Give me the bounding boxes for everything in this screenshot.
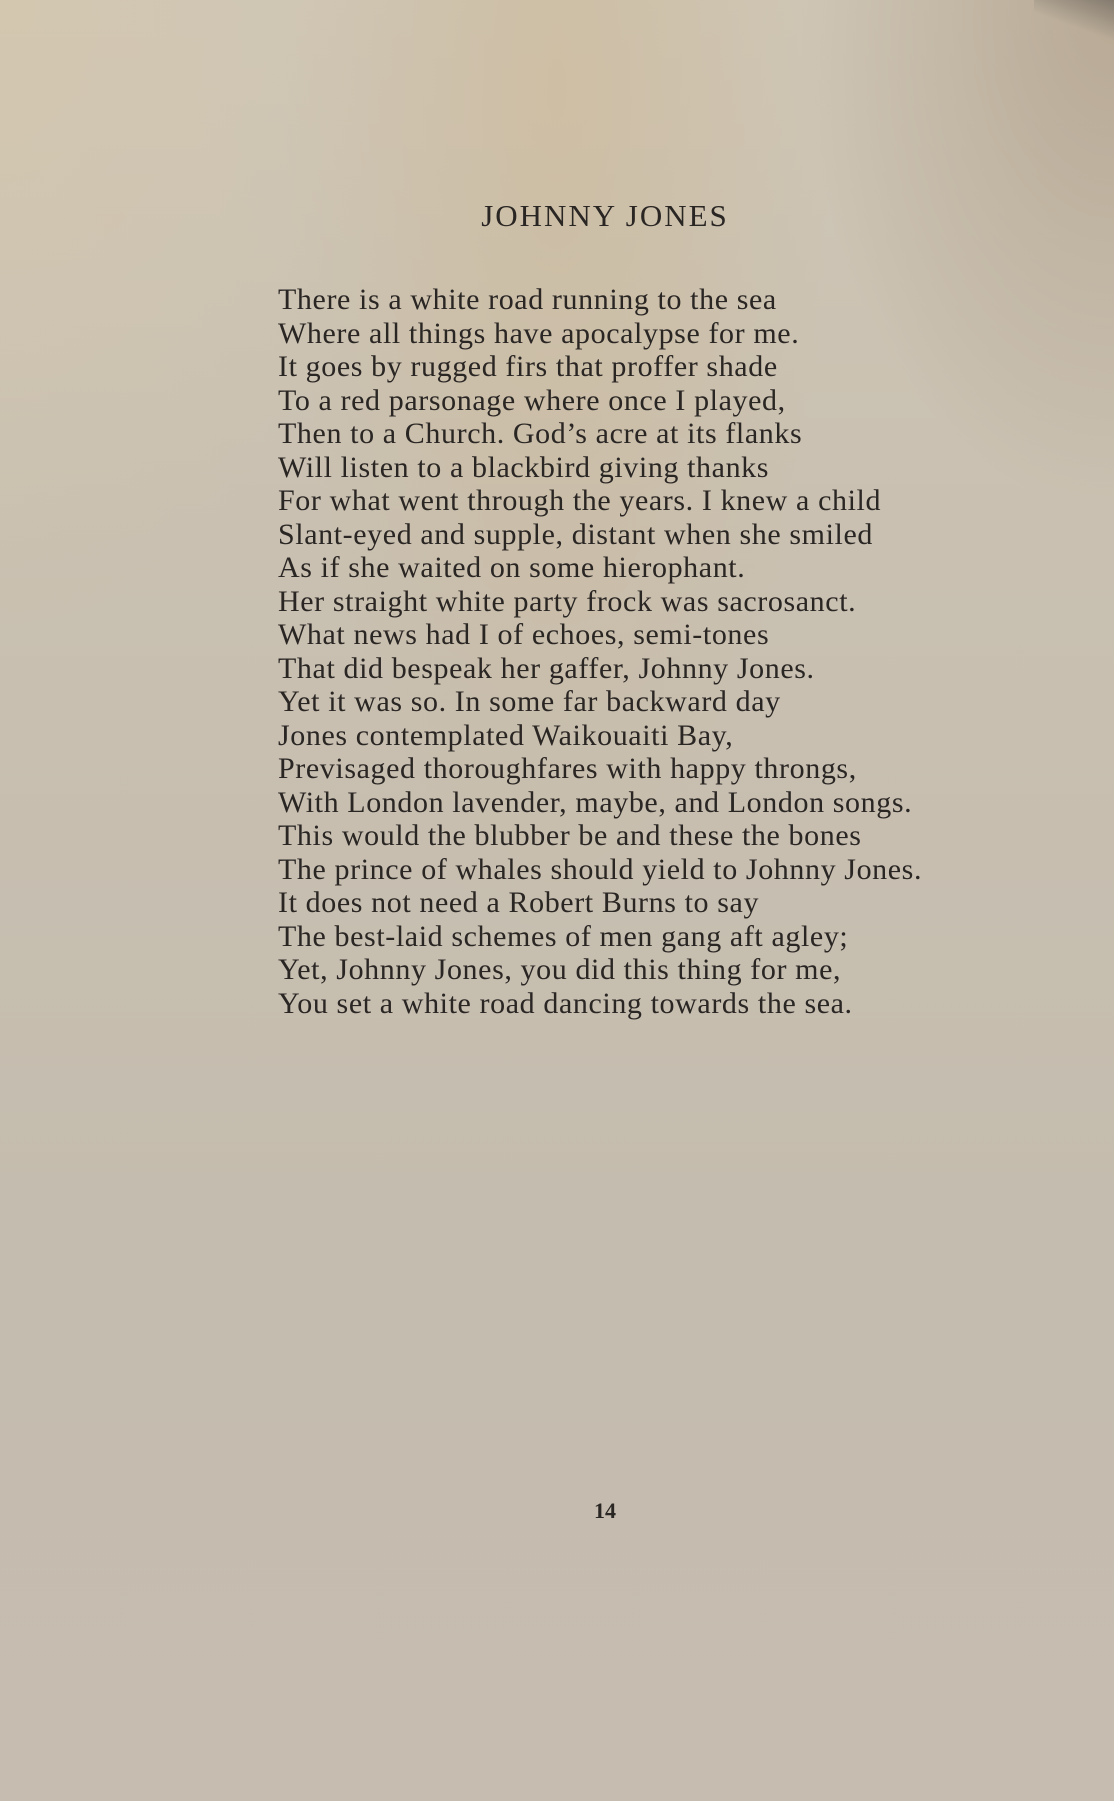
poem-line: You set a white road dancing towards the sea. <box>278 986 853 1020</box>
poem-line: Her straight white party frock was sacrosanct. <box>278 584 857 618</box>
poem-line: Yet, Johnny Jones, you did this thing for me, <box>278 953 842 986</box>
poem-line: What news had I of echoes, semi-tones <box>278 618 770 651</box>
poem-line: Jones contemplated Waikouaiti Bay, <box>278 718 734 752</box>
poem-title: JOHNNY JONES <box>481 198 729 233</box>
poem-line: With London lavender, maybe, and London songs. <box>278 785 913 819</box>
poem-line: Then to a Church. God’s acre at its flanks <box>278 417 803 450</box>
poem-line: Slant-eyed and supple, distant when she smiled <box>278 517 873 551</box>
poem-line: That did bespeak her gaffer, Johnny Jones. <box>278 651 815 685</box>
poem-line: It does not need a Robert Burns to say <box>278 886 760 919</box>
poem-line: The prince of whales should yield to Johnny Jones. <box>278 852 923 886</box>
poem-line: It goes by rugged firs that proffer shade <box>278 350 778 383</box>
page-corner-shadow <box>1034 0 1114 40</box>
poem-line: The best-laid schemes of men gang aft agley; <box>278 919 849 953</box>
poem-line: To a red parsonage where once I played, <box>278 383 786 417</box>
poem-body <box>278 283 922 1020</box>
poem-line: Previsaged thoroughfares with happy throngs, <box>278 752 857 785</box>
poem-line: For what went through the years. I knew a child <box>278 484 882 517</box>
poem-line: This would the blubber be and these the bones <box>278 819 862 852</box>
poem-line: There is a white road running to the sea <box>278 283 777 316</box>
poem-line: As if she waited on some hierophant. <box>278 551 746 584</box>
poem-line: Yet it was so. In some far backward day <box>278 685 781 718</box>
page-number: 14 <box>594 1498 616 1523</box>
poem-line: Will listen to a blackbird giving thanks <box>278 450 770 484</box>
poem-line: Where all things have apocalypse for me. <box>278 316 800 350</box>
